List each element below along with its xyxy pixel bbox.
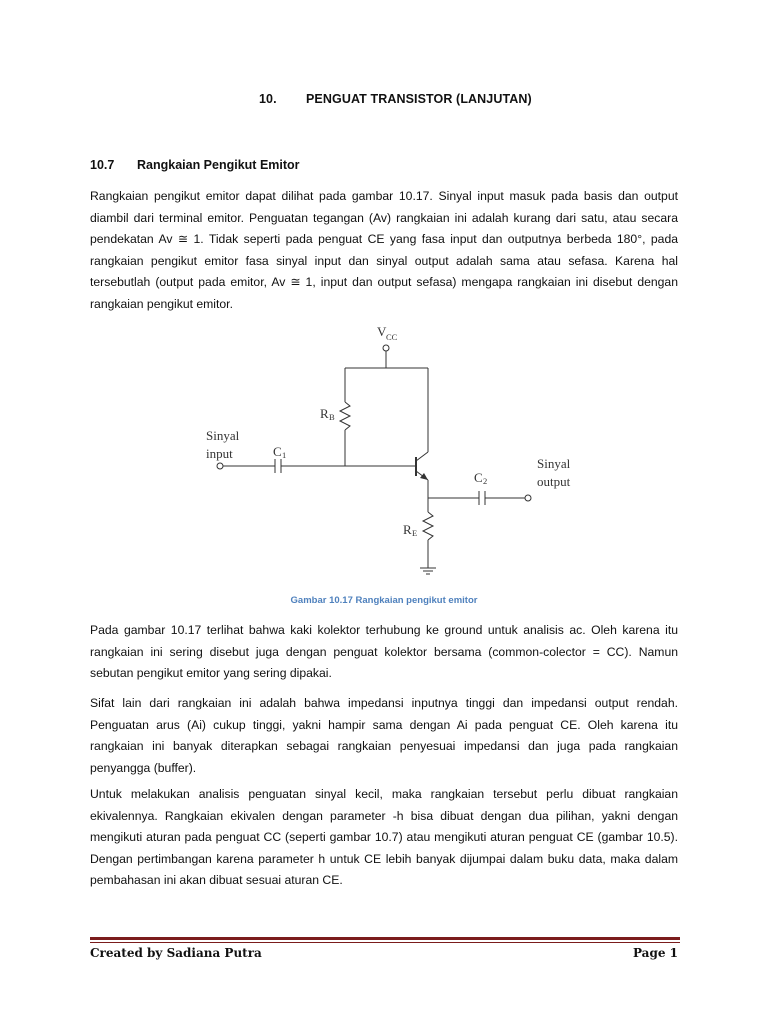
section-heading — [90, 158, 300, 172]
rb-label-sub: B — [329, 412, 335, 422]
input-label-line2: input — [206, 446, 233, 461]
chapter-title-text: PENGUAT TRANSISTOR (LANJUTAN) — [306, 92, 532, 106]
output-terminal — [525, 495, 531, 501]
vcc-label: V — [377, 324, 387, 339]
section-title: Rangkaian Pengikut Emitor — [137, 158, 300, 172]
rb-label: R — [320, 406, 329, 421]
footer-author: Created by Sadiana Putra — [90, 946, 262, 960]
footer-page-number: Page 1 — [632, 946, 678, 960]
vcc-label-sub: CC — [386, 332, 398, 342]
re-resistor — [423, 512, 433, 540]
figure-caption: Gambar 10.17 Rangkaian pengikut emitor — [290, 595, 478, 606]
chapter-number: 10. — [259, 92, 277, 106]
output-label-line1: Sinyal — [537, 456, 571, 471]
c1-label-sub: 1 — [282, 450, 287, 460]
footer-rule-thick — [90, 937, 680, 940]
re-label-sub: E — [412, 528, 418, 538]
c1-label: C — [273, 444, 282, 459]
paragraph-analysis: Untuk melakukan analisis penguatan sinyal kecil, maka rangkaian tersebut perlu dibuat rangkaian ekivalennya. Rangkaian ekivalen dengan parameter -h bisa dibuat dengan dua pilihan, yakni dengan mengikuti aturan pada penguat CC (seperti gambar 10.7) atau mengikuti aturan penguat CE (gambar 10.5). Dengan pertimbangan karena parameter h untuk CE lebih banyak dijumpai dalam buku data, maka dalam pembahasan ini akan dibuat sesuai aturan CE. — [90, 787, 678, 887]
paragraph-intro: Rangkaian pengikut emitor dapat dilihat pada gambar 10.17. Sinyal input masuk pada basis dan output diambil dari terminal emitor. Penguatan tegangan (Av) rangkaian ini adalah kurang dari satu, atau secara pendekatan Av ≅ 1. Tidak seperti pada penguat CE yang fasa input dan outputnya berbeda 180°, pada rangkaian pengikut emitor fasa sinyal input dan sinyal output adalah sama atau sefasa. Karena hal tersebutlah (output pada emitor, Av ≅ 1, input dan output sefasa) mengapa rangkaian ini disebut dengan rangkaian pengikut emitor. — [90, 189, 678, 311]
c2-label: C — [474, 470, 483, 485]
rb-resistor — [340, 402, 350, 430]
vcc-terminal — [383, 345, 389, 351]
section-number: 10.7 — [90, 158, 115, 172]
input-label-line1: Sinyal — [206, 428, 240, 443]
output-label-line2: output — [537, 474, 571, 489]
circuit-diagram-emitter-follower — [195, 318, 595, 580]
emitter-arrow — [420, 473, 428, 480]
re-label: R — [403, 522, 412, 537]
input-terminal — [217, 463, 223, 469]
paragraph-impedance: Sifat lain dari rangkaian ini adalah bahwa impedansi inputnya tinggi dan impedansi output rendah. Penguatan arus (Ai) cukup tinggi, yakni hampir sama dengan Ai pada penguat CE. Oleh karena itu rangkaian ini banyak diterapkan sebagai rangkaian penyesuai impedansi dan juga pada rangkaian penyangga (buffer). — [90, 696, 678, 775]
transistor-collector-leg — [416, 452, 428, 461]
circuit-svg — [195, 318, 595, 580]
footer-rule-thin — [90, 942, 680, 943]
c2-label-sub: 2 — [483, 476, 488, 486]
paragraph-collector: Pada gambar 10.17 terlihat bahwa kaki kolektor terhubung ke ground untuk analisis ac. Oleh karena itu rangkaian ini sering disebut juga dengan penguat kolektor bersama (common-colector = CC). Namun sebutan pengikut emitor yang sering dipakai. — [90, 623, 678, 680]
